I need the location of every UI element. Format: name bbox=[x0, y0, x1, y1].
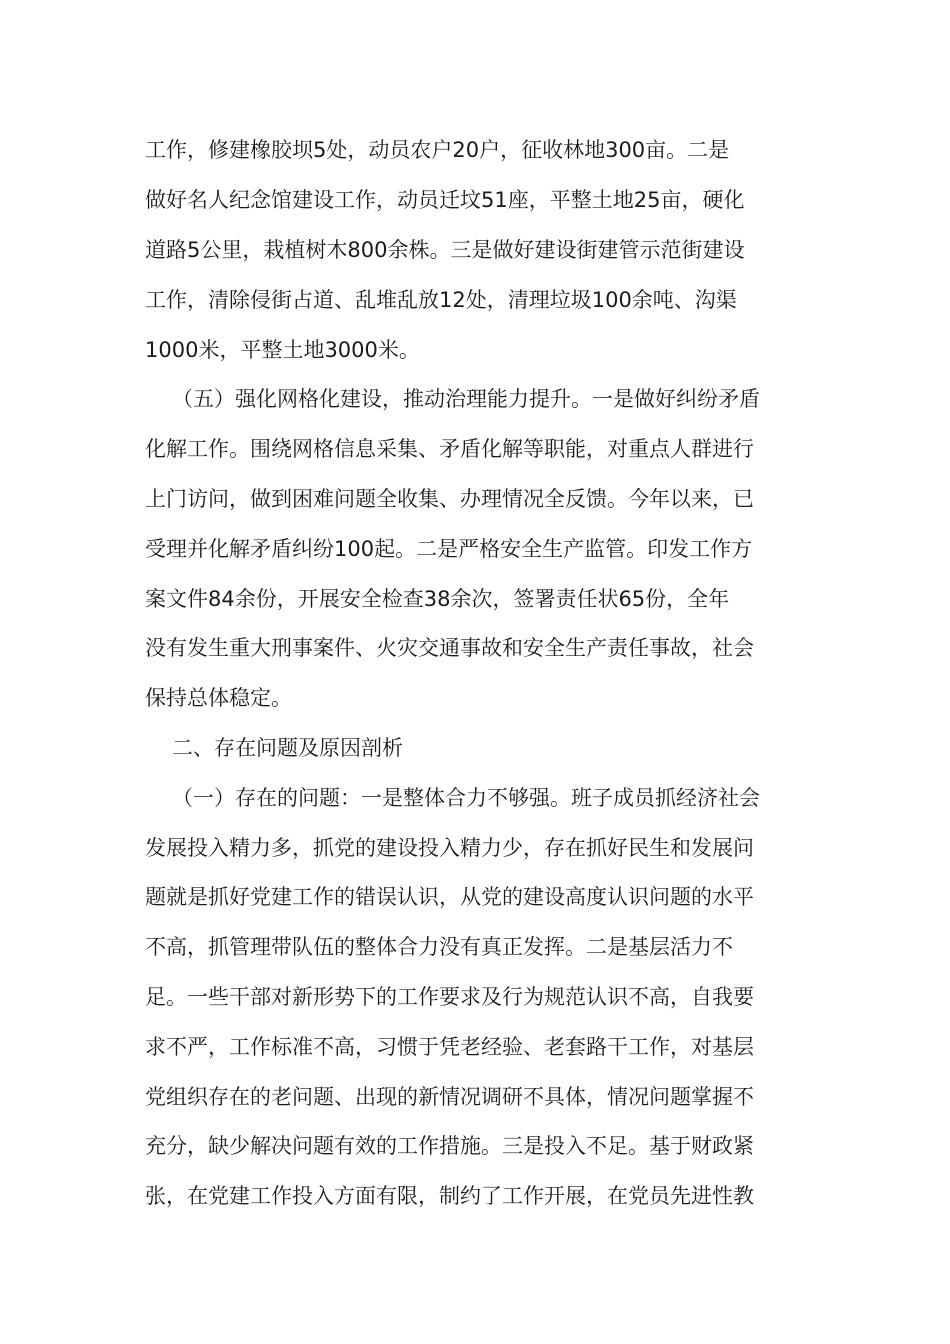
paragraph-line: 不高，抓管理带队伍的整体合力没有真正发挥。二是基层活力不 bbox=[145, 935, 733, 959]
paragraph-line: 充分，缺少解决问题有效的工作措施。三是投入不足。基于财政紧 bbox=[145, 1134, 754, 1158]
paragraph-line: 没有发生重大刑事案件、火灾交通事故和安全生产责任事故，社会 bbox=[145, 636, 754, 660]
section-heading: 二、存在问题及原因剖析 bbox=[172, 736, 403, 760]
paragraph-line: 求不严，工作标准不高，习惯于凭老经验、老套路干工作，对基层 bbox=[145, 1035, 754, 1059]
paragraph-line: 1000米，平整土地3000米。 bbox=[145, 338, 420, 362]
paragraph-line: 发展投入精力多，抓党的建设投入精力少，存在抓好民生和发展问 bbox=[145, 836, 754, 860]
paragraph-line: 上门访问，做到困难问题全收集、办理情况全反馈。今年以来，已 bbox=[145, 487, 754, 511]
paragraph-line: 道路5公里，栽植树木800余株。三是做好建设街建管示范街建设 bbox=[145, 238, 745, 262]
paragraph-line: 工作，清除侵街占道、乱堆乱放12处，清理垃圾100余吨、沟渠 bbox=[145, 288, 737, 312]
paragraph-line: （五）强化网格化建设，推动治理能力提升。一是做好纠纷矛盾 bbox=[172, 387, 760, 411]
paragraph-line: 题就是抓好党建工作的错误认识，从党的建设高度认识问题的水平 bbox=[145, 885, 754, 909]
paragraph-line: （一）存在的问题：一是整体合力不够强。班子成员抓经济社会 bbox=[172, 786, 760, 810]
paragraph-line: 化解工作。围绕网格信息采集、矛盾化解等职能，对重点人群进行 bbox=[145, 437, 754, 461]
paragraph-line: 足。一些干部对新形势下的工作要求及行为规范认识不高，自我要 bbox=[145, 985, 754, 1009]
paragraph-line: 张，在党建工作投入方面有限，制约了工作开展，在党员先进性教 bbox=[145, 1184, 754, 1208]
paragraph-line: 受理并化解矛盾纠纷100起。二是严格安全生产监管。印发工作方 bbox=[145, 537, 753, 561]
paragraph-line: 案文件84余份，开展安全检查38余次，签署责任状65份，全年 bbox=[145, 587, 730, 611]
paragraph-line: 工作，修建橡胶坝5处，动员农户20户，征收林地300亩。二是 bbox=[145, 138, 730, 162]
paragraph-line: 做好名人纪念馆建设工作，动员迁坟51座，平整土地25亩，硬化 bbox=[145, 188, 745, 212]
paragraph-line: 保持总体稳定。 bbox=[145, 686, 292, 710]
paragraph-line: 党组织存在的老问题、出现的新情况调研不具体，情况问题掌握不 bbox=[145, 1085, 754, 1109]
